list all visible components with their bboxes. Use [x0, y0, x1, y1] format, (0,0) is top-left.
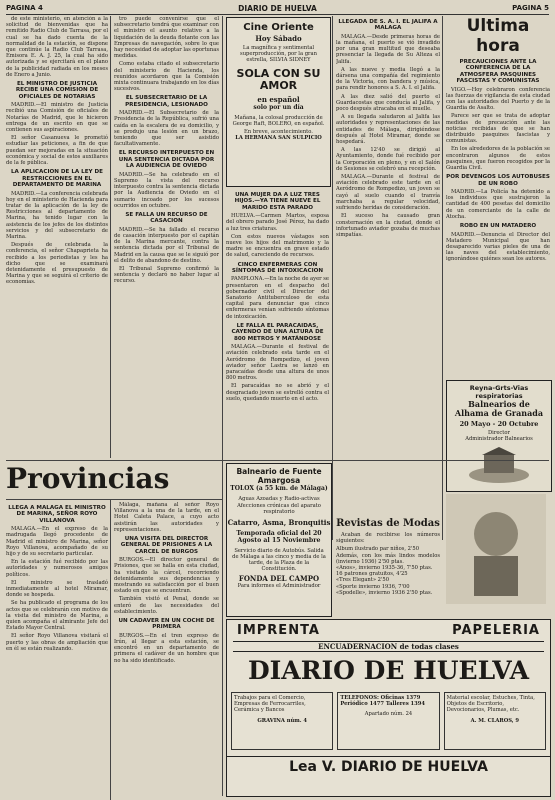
- cinema-day: Hoy Sábado: [255, 34, 302, 43]
- headline: UNA MUJER DA A LUZ TRES HIJOS.—YA TIENE NUEVE EL MARIDO ESTA PARADO: [234, 192, 321, 211]
- article-text: El suceso ha causado gran consternación en la ciudad, donde el infortunado aviador gozaba de muchas simpatías.: [336, 213, 440, 238]
- column-2: [114, 16, 219, 458]
- article-text: PAMPLONA.—En la noche de ayer se presentaron en el despacho del gobernador civil el Director del Sanatorio Antituberculoso de esta capital para denunciar que cinco enfermeras venían sufriendo síntomas de intoxicación.: [226, 276, 329, 320]
- article-text: tro puede convenirse que el subsecretario tendrá que examinar con el ministro el asunto relativo a la liquidación de la deuda flotante con las Empresas de navegación, sobre lo que hay necesidad de adoptar las oportunas medidas.: [114, 16, 219, 60]
- balnearios-alhama-ad: [446, 380, 552, 492]
- imprenta-heading: [227, 620, 550, 639]
- diario-de-huelva-name: DIARIO DE HUELVA: [247, 656, 530, 685]
- article-text: MADRID.—Se ha fallado el recurso de casación interpuesto por el capitán de la Marina mercante, contra la sentencia dictada por el Tribunal de Madrid en la causa que se le siguió por el delito de abandono de destino.: [114, 226, 219, 264]
- article-text: Como estaba citado el subsecretario del ministerio de Hacienda, los reunidos acordaron que la Comisión mixta continuara trabajando en los días sucesivos.: [114, 61, 219, 93]
- headline: LLEGADA DE S. A. I. EL JALIFA A MALAGA: [338, 19, 438, 32]
- bg-season: 20 Mayo - 20 Octubre: [459, 420, 539, 428]
- bg-title: Reyna-Grts-Vias respiratorias: [469, 384, 529, 400]
- article-text: Con estos nuevos vástagos son nueve los hijos del matrimonio y la madre se encuentra en grave estado de salud, careciendo de recursos.: [226, 233, 329, 259]
- article-text: MADRID.—Se ha celebrado en el Supremo la vista del recurso interpuesto contra la sentencia dictada por la Audiencia de Oviedo en el sumario incoado por los sucesos ocurridos en octubre.: [114, 171, 219, 209]
- imprenta-right-text: Material escolar, Estuches, Tinta, Objetos de Escritorio, Devocionarios, Plumas, etc.: [446, 695, 535, 714]
- modas-item: «Tres Elegant» 2'50: [336, 577, 389, 584]
- ultima-hora-continued: [446, 494, 550, 610]
- provincias-column-2: [114, 502, 219, 796]
- revistas-modas-ad: [336, 518, 440, 610]
- cinema-soon: En breve, acontecimiento.: [244, 129, 313, 136]
- modas-item: «Spodelle», invierno 1936 2'50 ptas.: [336, 589, 433, 596]
- modas-title: Revistas de Modas: [336, 518, 440, 529]
- article-text: En la estación fué recibido por las autoridades y numerosos amigos políticos.: [6, 559, 108, 578]
- article-text: BURGOS.—El director general de Prisiones, que se halla en esta ciudad, ha visitado la cárcel, recorriendo detenidamente sus dependencias y mostrando su satisfacción por el buen estado en que se encuentran.: [114, 557, 219, 595]
- column-rule: [222, 16, 223, 796]
- section-rule: [6, 460, 549, 461]
- modas-item: «Sporte invierno 1936, 7'00: [336, 583, 410, 590]
- balneario-line: Aguas Azoadas y Radio-activas: [238, 496, 320, 502]
- article-text: VIGO.—Hoy celebraron conferencia las fuerzas de vigilancia de esta ciudad con las autoridades del Puerto y de la Guardia de Asalto.: [446, 86, 550, 112]
- article-text: MADRID.—La conferencia celebrada hoy en el ministerio de Hacienda para tratar de la aplicación de la ley de Restricciones al departamento de Marina, ha tenido lugar con la asistencia de los jefes de los distintos servicios y del subsecretario de Marina.: [6, 190, 108, 240]
- article-text: MALAGA.—Durante el festival de aviación celebrado este tarde en el Aeródromo de Rompedizo, un joven se cayó al suelo cuando el tranvía marchaba a regular velocidad, sufriendo heridas de consideración.: [336, 174, 440, 212]
- article-text: MADRID.—Denuncia el Director del Matadero Municipal que han desaparecido varias pieles de una de las naves del establecimiento, ignorándose quiénes sean los autores.: [446, 231, 550, 263]
- article-text: El señor Casanueva le prometió estudiar las peticiones, a fin de que puedan ser mejoradas en la situación económica y social de estos auxiliares de la fe pública.: [6, 135, 108, 167]
- article-text: Málaga, mañana al señor Royo Villanova a la una de la tarde, en el Hotel Caleta Palace, a cuyo acto asistirán las autoridades y representaciones.: [114, 502, 219, 533]
- lea-diario-footer: Lea V. DIARIO DE HUELVA: [227, 756, 550, 777]
- headline: ROBO EN UN MATADERO: [459, 223, 537, 230]
- cinema-soon-title: LA HERMANA SAN SULPICIO: [235, 135, 322, 142]
- illustration: [446, 494, 546, 604]
- headline: LLEGA A MALAGA EL MINISTRO DE MARINA, SEÑOR ROYO VILLANOVA: [8, 505, 106, 524]
- imprenta-phones-text: TELEFONOS: Oficinas 1379 Periódico 1477 Talleres 1394: [340, 695, 425, 708]
- column-rule: [110, 16, 111, 458]
- papeleria-label: PAPELERIA: [452, 623, 540, 638]
- cine-oriente-ad: [226, 17, 331, 187]
- bg-admin: Administrador Balnearios: [465, 436, 533, 443]
- article-text: MALAGA.—Durante el festival de aviación celebrado esta tarde en el Aeródromo de Rompedizo, el joven aviador señor Lastra se lanzó en paracaídas desde una altura de unos 800 metros.: [226, 344, 329, 382]
- article-text: A las 12'40 se dirigió al Ayuntamiento, donde fué recibido por la Corporación en pleno, y en el Salón de Sesiones se celebró una recepción.: [336, 147, 440, 172]
- balneario-info: Para informes el Administrador: [237, 583, 321, 590]
- encuadernacion: ENCUADERNACION de todas clases: [233, 641, 544, 652]
- headline: SE FALLA UN RECURSO DE CASACION: [125, 211, 208, 225]
- column-ultima-hora: [446, 16, 550, 376]
- imprenta-address: GRAVINA núm. 4: [257, 717, 307, 724]
- header-left: PAGINA 4: [6, 4, 43, 12]
- article-text: MADRID.—El ministro de Justicia recibió una Comisión de oficiales de Notarías de Madrid, que le hicieron entrega de un escrito en que se contienen sus aspiraciones.: [6, 102, 108, 134]
- imprenta-right: [444, 692, 546, 750]
- balneario-service: Servicio diario de Autobús. Salida de Málaga a las cinco y media de la tarde, de la Plaza de la Constitución.: [232, 547, 326, 573]
- provincias-title: Provincias: [6, 462, 170, 495]
- modas-list: [336, 546, 440, 596]
- article-text: MADRID.—La Policía ha detenido a los individuos que sustrajeron la cantidad de 400 pesetas del domicilio de un comerciante de la calle de Atocha.: [446, 189, 550, 220]
- provincias-column-1: [6, 502, 108, 796]
- article-text: Después de celebrada la conferencia, el señor Chapaprieta ha recibido a los periodistas y les ha dicho que se examinará detenidamente el presupuesto de Marina y que se seguirá el criterio de economías.: [6, 242, 108, 286]
- bg-line2: Alhama de Granada: [454, 408, 544, 418]
- column-3: [226, 189, 329, 458]
- imprenta-apartado: Apartado núm. 24: [364, 711, 413, 718]
- article-text: BURGOS.—En el tren expreso de Irún, al llegar a esta estación, se encontró en un departamento de primera el cadáver de un hombre que no ha sido identificado.: [114, 632, 219, 664]
- column-4: [336, 16, 440, 514]
- article-text: Parece ser que se trata de adoptar medidas de precaución ante las noticias recibidas de que se han distribuido pasquines fascistas y comunistas.: [446, 113, 550, 145]
- headline: PRECAUCIONES ANTE LA CONFERENCIA DE LA ATMOSFERA PASQUINES FASCISTAS Y COMUNISTAS: [456, 59, 540, 85]
- section-rule: [6, 499, 222, 500]
- modas-item: Album ilustrado par niños, 2'50: [336, 546, 419, 553]
- ultima-hora-title: Ultima hora: [466, 16, 530, 56]
- imprenta-right-address: A. M. CLAROS, 9: [470, 717, 520, 724]
- balneario-fuente-amargosa-ad: [226, 463, 332, 617]
- modas-item: «Anos», invierno 1935-36, 7'50 ptas.: [336, 565, 433, 572]
- headline: LE FALLA EL PARACAIDAS, CAYENDO DE UNA ALTURA DE 800 METROS Y MATÁNDOSE: [231, 322, 324, 342]
- imprenta-left: [231, 692, 333, 750]
- film-title: SOLA CON SU AMOR: [236, 66, 321, 92]
- article-text: Se ha publicado el programa de los actos que se celebrarán con motivo de la visita del ministro de Marina, a quien acompaña el almirante Jefe del Estado Mayor Central.: [6, 600, 108, 632]
- bg-line1: Balnearios de: [468, 399, 530, 409]
- article-text: El señor Royo Villanova visitará el puerto y las obras de ampliación que en él se están realizando.: [6, 633, 108, 652]
- article-text: HUELVA.—Carmen Martos, esposa del obrero parado José Pérez, ha dado a luz tres criaturas.: [226, 213, 329, 232]
- column-rule: [110, 500, 111, 800]
- article-text: El Tribunal Supremo confirmó la sentencia y declaró no haber lugar al recurso.: [114, 265, 219, 285]
- cinema-desc: La magnífica y sentimental superproducción, por la gran estrella, SILVIA SIDNEY: [240, 45, 317, 64]
- column-1: [6, 16, 108, 458]
- headline: UNA VISITA DEL DIRECTOR GENERAL DE PRISIONES A LA CARCEL DE BURGOS: [120, 536, 213, 555]
- article-text: MADRID.—El Subsecretario de la Presidencia de la República, sufrió una caída en la escalera de su domicilio, y se produjo una lesión en un brazo, teniendo que ser asistido facultativamente.: [114, 110, 219, 148]
- page-header: [6, 3, 549, 15]
- modas-item: 16 patrones gratuitos, 4'25: [336, 571, 408, 578]
- column-rule: [442, 16, 443, 540]
- header-right: PAGINA 5: [512, 4, 549, 12]
- headline: LA APLICACION DE LA LEY DE RESTRICCIONES EN EL DEPARTAMENTO DE MARINA: [10, 169, 104, 189]
- film-language: en español: [257, 94, 300, 104]
- imprenta-left-text: Trabajos para el Comercio, Empresas de Ferrocarriles, Cerámica y Bancos: [234, 695, 306, 714]
- article-text: A las diez salió del puerto el Guardacostas que conducía al Jalifa, y poco después atracaba en el muelle.: [336, 93, 440, 113]
- cinema-title: Cine Oriente: [243, 22, 314, 33]
- headline: EL SUBSECRETARIO DE LA PRESIDENCIA, LESIONADO: [125, 95, 208, 108]
- article-text: El paracaídas no se abrió y el desgraciado joven se estrelló contra el suelo, quedando muerto en el acto.: [226, 383, 329, 402]
- article-text: También visitó el Penal, donde se enteró de las necesidades del establecimiento.: [114, 596, 219, 615]
- imprenta-label: IMPRENTA: [237, 623, 320, 638]
- article-text: MALAGA.—Desde primeras horas de la mañana, el puerto se vió invadido por una gran multitud que deseaba presenciar la llegada de Su Alteza el Jalifa.: [336, 33, 440, 65]
- article-text: A las nueve y media llegó a la dársena una compañía del regimiento de la Victoria, con bandera y música, para rendir honores a S. A. I. el Jalifa.: [336, 66, 440, 92]
- article-text: El ministro se trasladó inmediatamente al hotel Miramar, donde se hospeda.: [6, 579, 108, 599]
- balneario-fonda: FONDA DEL CAMPO: [238, 574, 320, 584]
- bg-director: Director: [488, 430, 510, 436]
- imprenta-phones: [337, 692, 439, 750]
- balneario-line: Catarro, Asma, Bronquitis: [227, 517, 331, 527]
- spa-illustration: [464, 445, 534, 485]
- balneario-title: Balneario de Fuente Amargosa: [236, 467, 322, 485]
- column-rule: [332, 16, 333, 540]
- headline: POR DEVENGOS LOS AUTOBUSES DE UN ROBO: [446, 174, 550, 187]
- modas-intro: Acaban de recibirse los números siguientes:: [336, 532, 440, 545]
- headline: EL RECURSO INTERPUESTO EN UNA SENTENCIA DICTADA POR LA AUDIENCIA DE OVIEDO: [118, 150, 215, 170]
- modas-item: Además, con los más lindos modelos (invierno 1936) 2'50 ptas.: [336, 552, 440, 565]
- balneario-line: Afecciones crónicas del aparato respiratorio: [237, 503, 321, 516]
- article-text: En los alrededores de la población se encontraron algunos de estos pasquines, que fueron recogidos por la Guardia Civil.: [446, 146, 550, 172]
- headline: EL MINISTRO DE JUSTICIA RECIBE UNA COMISION DE OFICIALES DE NOTARIAS: [15, 81, 99, 100]
- article-text: MALAGA.—En el expreso de la madrugada llegó procedente de Madrid el ministro de Marina, señor Royo Villanova, acompañado de su hijo y de su secretario particular.: [6, 526, 108, 558]
- balneario-season: Temporada oficial del 20 Agosto al 15 Noviembre: [236, 529, 322, 545]
- cinema-next: Mañana, la colosal producción de George Raft, BOLERO, en español.: [232, 114, 325, 127]
- header-center: DIARIO DE HUELVA: [238, 3, 317, 13]
- article-text: de este ministerio, en atención a la solicitud de bienvenidas que ha remitido Radio Club de Tarrasa, por el cual se ha dado cuenta de la normalidad de la estación, se dispone que continúe la Radio Club Tarrasa, Emisora E. A. J. 25, la cual ha sido autorizada y se ejercitará en el plano de la publicidad radiada en los meses de Enero a Junio.: [6, 16, 108, 78]
- article-text: A su llegada saludaron al Jalifa las autoridades y representaciones de las entidades de Málaga, dirigiéndose después al Hotel Miramar, donde se hospedará.: [336, 114, 440, 146]
- film-note: solo por un día: [253, 103, 304, 111]
- headline: UN CADAVER EN UN COCHE DE PRIMERA: [118, 618, 215, 631]
- imprenta-diario-ad: [226, 619, 551, 797]
- headline: CINCO ENFERMERAS CON SÍNTOMAS DE INTOXICACION: [231, 261, 324, 275]
- balneario-location: TOLOX (a 55 km. de Málaga): [230, 485, 328, 492]
- imprenta-details: [227, 692, 550, 750]
